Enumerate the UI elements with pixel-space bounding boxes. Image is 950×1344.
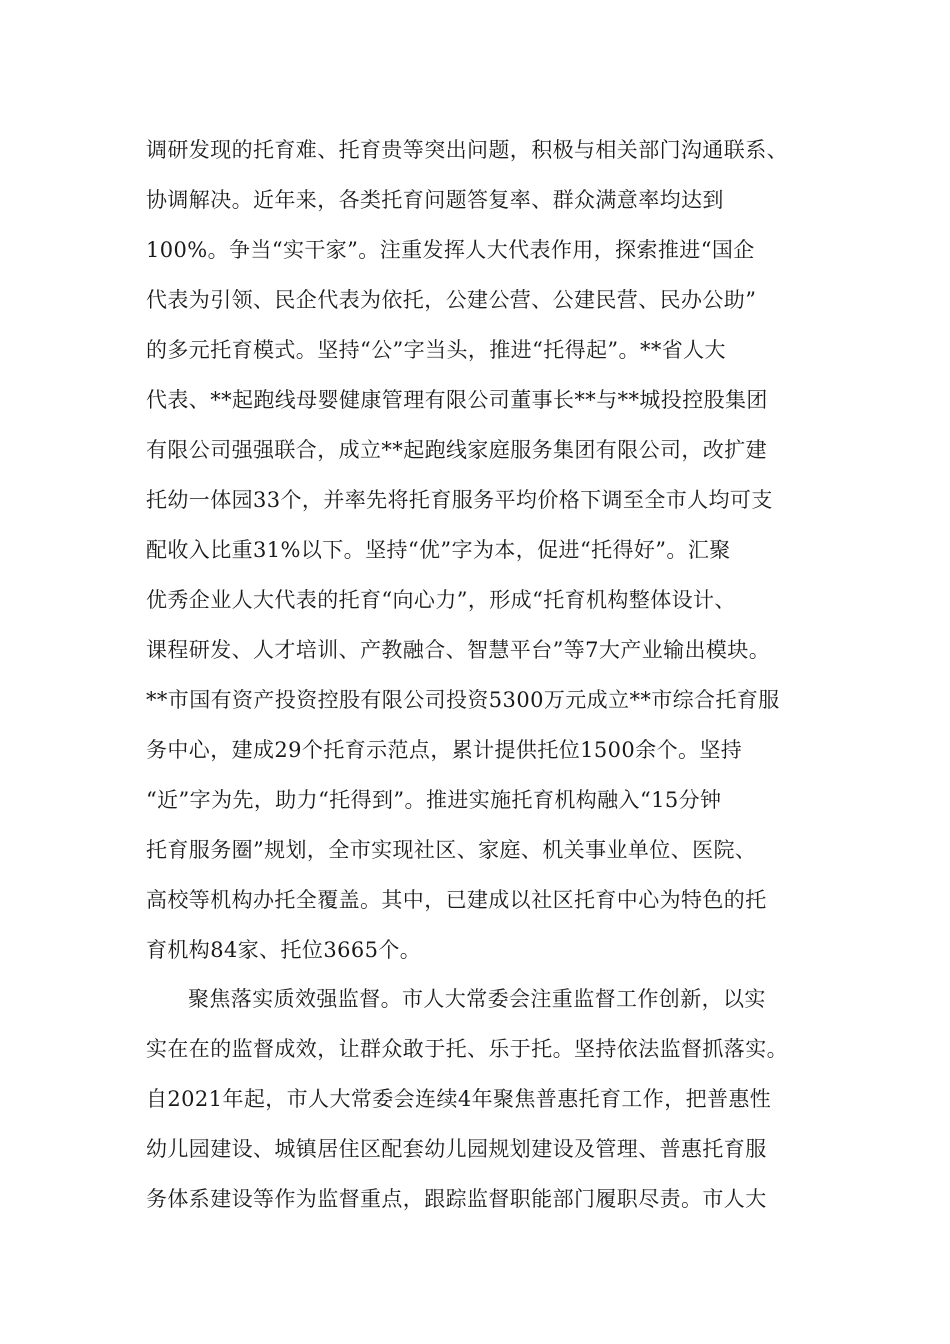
text-line: 配收入比重31%以下。坚持“优”字为本，促进“托得好”。汇聚 bbox=[146, 538, 731, 562]
text-line: “近”字为先，助力“托得到”。推进实施托育机构融入“15分钟 bbox=[146, 788, 722, 812]
text-line: 务体系建设等作为监督重点，跟踪监督职能部门履职尽责。市人大 bbox=[146, 1187, 767, 1211]
text-line: 优秀企业人大代表的托育“向心力”，形成“托育机构整体设计、 bbox=[146, 588, 736, 612]
text-line: 的多元托育模式。坚持“公”字当头，推进“托得起”。**省人大 bbox=[146, 338, 726, 362]
text-line: 务中心，建成29个托育示范点，累计提供托位1500余个。坚持 bbox=[146, 738, 743, 762]
text-line: 代表、**起跑线母婴健康管理有限公司董事长**与**城投控股集团 bbox=[146, 388, 768, 412]
text-line: 实在在的监督成效，让群众敢于托、乐于托。坚持依法监督抓落实。 bbox=[146, 1037, 788, 1061]
text-line: 育机构84家、托位3665个。 bbox=[146, 938, 422, 962]
text-line: 代表为引领、民企代表为依托，公建公营、公建民营、民办公助” bbox=[146, 288, 757, 312]
text-line: 协调解决。近年来，各类托育问题答复率、群众满意率均达到 bbox=[146, 188, 724, 212]
text-line: 自2021年起，市人大常委会连续4年聚焦普惠托育工作，把普惠性 bbox=[146, 1087, 772, 1111]
text-line: 托育服务圈”规划，全市实现社区、家庭、机关事业单位、医院、 bbox=[146, 838, 757, 862]
text-line: 托幼一体园33个，并率先将托育服务平均价格下调至全市人均可支 bbox=[146, 488, 773, 512]
text-line: 高校等机构办托全覆盖。其中，已建成以社区托育中心为特色的托 bbox=[146, 888, 767, 912]
text-line: 幼儿园建设、城镇居住区配套幼儿园规划建设及管理、普惠托育服 bbox=[146, 1137, 767, 1161]
text-line: 有限公司强强联合，成立**起跑线家庭服务集团有限公司，改扩建 bbox=[146, 438, 767, 462]
text-line: **市国有资产投资控股有限公司投资5300万元成立**市综合托育服 bbox=[146, 688, 780, 712]
text-line: 100%。争当“实干家”。注重发挥人大代表作用，探索推进“国企 bbox=[146, 238, 755, 262]
text-line: 调研发现的托育难、托育贵等突出问题，积极与相关部门沟通联系、 bbox=[146, 138, 788, 162]
text-line: 聚焦落实质效强监督。市人大常委会注重监督工作创新，以实 bbox=[188, 987, 766, 1011]
text-line: 课程研发、人才培训、产教融合、智慧平台”等7大产业输出模块。 bbox=[146, 638, 771, 662]
